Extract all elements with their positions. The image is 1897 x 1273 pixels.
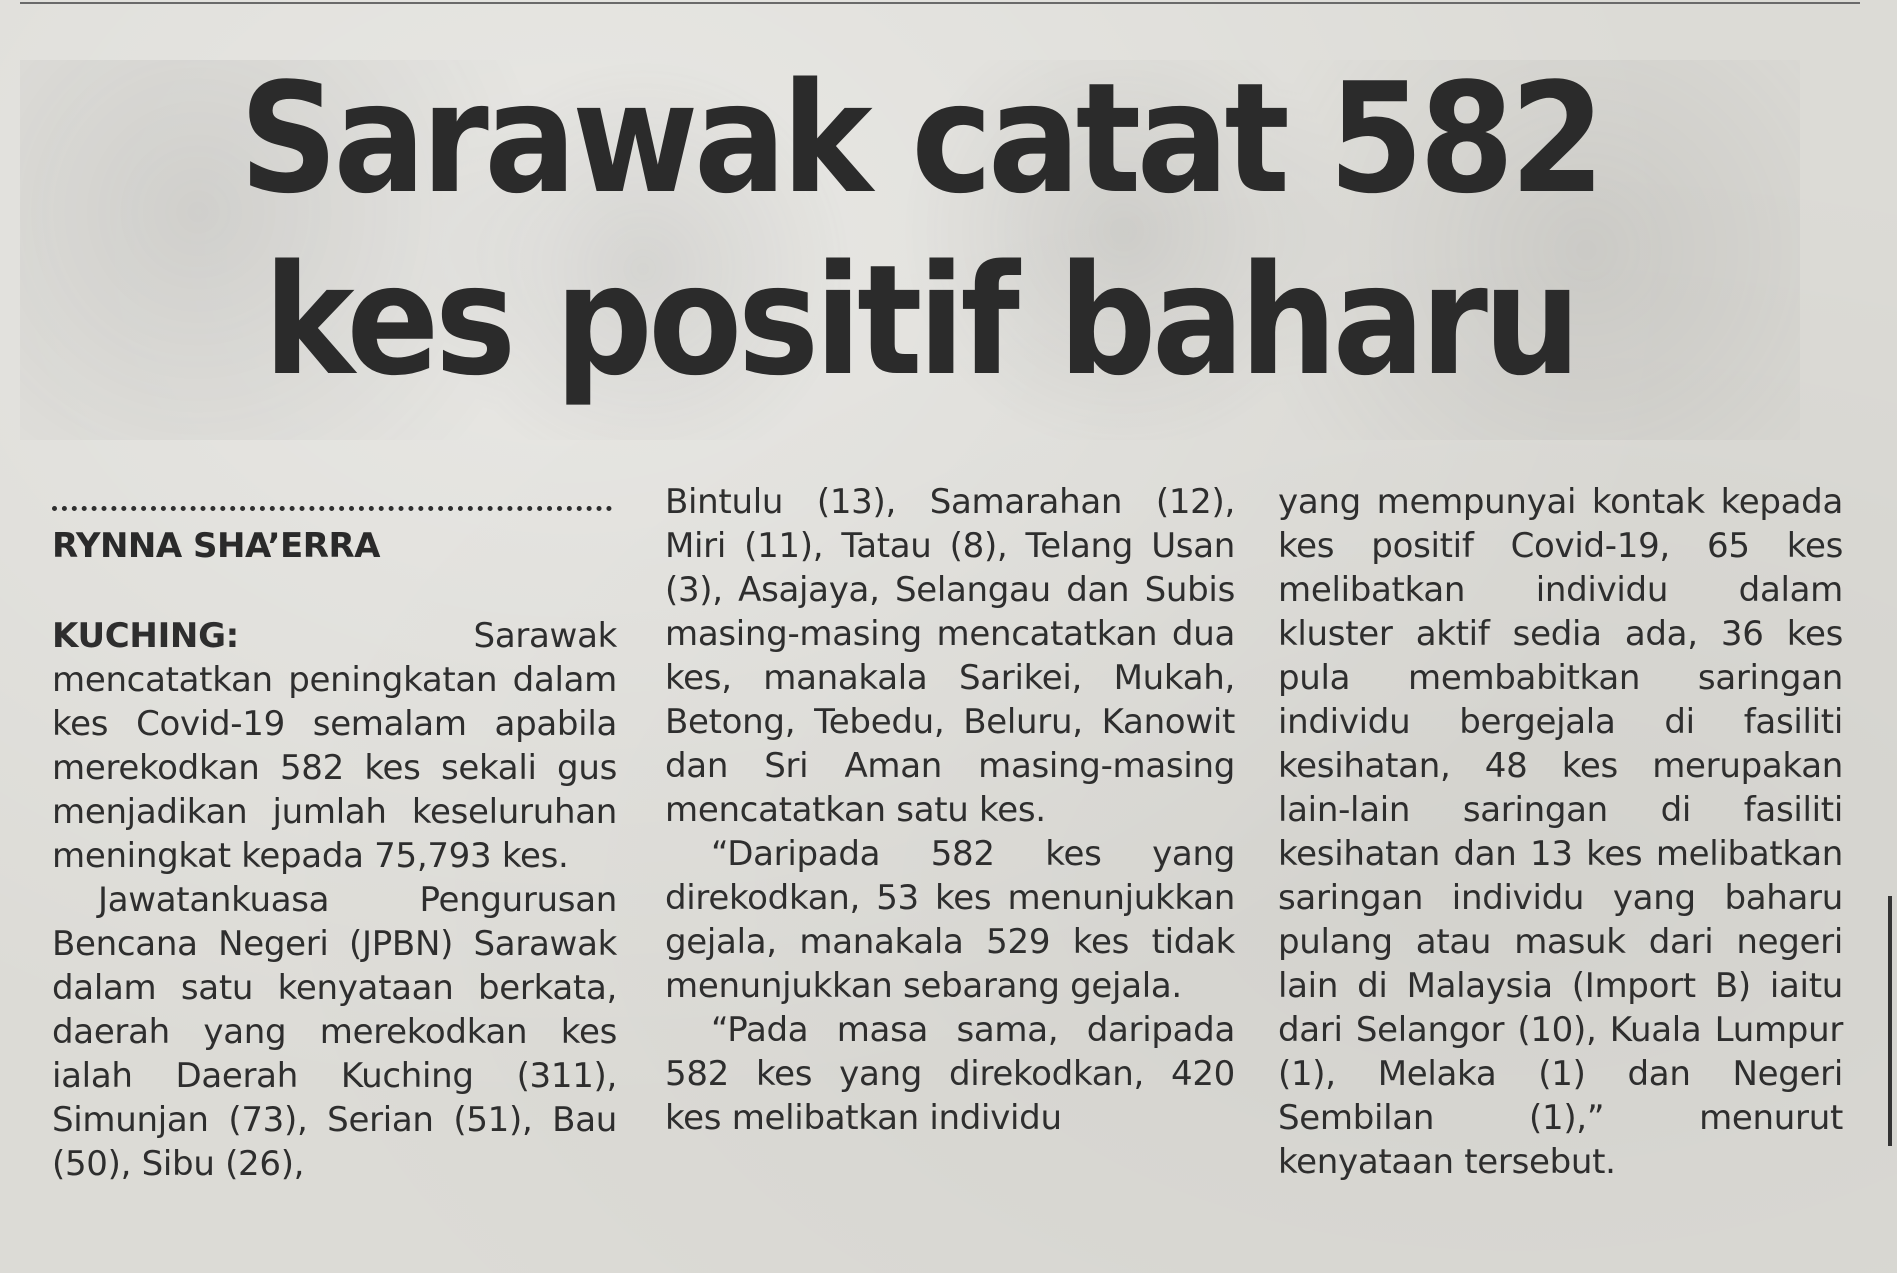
byline-divider — [52, 506, 612, 511]
quote-paragraph: “Pada masa sama, daripada 582 kes yang direkodkan, 420 kes melibatkan individu — [665, 1010, 1235, 1138]
lead-paragraph — [52, 614, 617, 878]
quote-paragraph: “Daripada 582 kes yang direkodkan, 53 kes menunjukkan gejala, manakala 529 kes tidak menunjukkan sebarang gejala. — [665, 834, 1235, 1006]
paragraph: Bintulu (13), Samarahan (12), Miri (11), Tatau (8), Telang Usan (3), Asajaya, Selangau dan Subis masing-masing mencatatkan dua kes, manakala Sarikei, Mukah, Betong, Tebedu, Beluru, Kanowit dan Sri Aman masing-masing mencatatkan satu kes. — [665, 482, 1235, 830]
article-column-3 — [1278, 480, 1843, 1184]
article-column-1 — [52, 614, 617, 1186]
article-column-2 — [665, 480, 1235, 1140]
headline: Sarawak catat 582 kes positif baharu — [239, 50, 1601, 409]
paragraph: yang mempunyai kontak kepada kes positif Covid-19, 65 kes melibatkan individu dalam kluster aktif sedia ada, 36 kes pula membabitkan saringan individu bergejala di fasiliti kesihatan, 48 kes merupakan lain-lain saringan di fasiliti kesihatan dan 13 kes melibatkan saringan individu yang baharu pulang atau masuk dari negeri lain di Malaysia (Import B) iaitu dari Selangor (10), Kuala Lumpur (1), Melaka (1) dan Negeri Sembilan (1),” menurut kenyataan tersebut. — [1278, 482, 1843, 1182]
top-rule — [20, 2, 1860, 4]
lead-text: Sarawak mencatatkan peningkatan dalam kes Covid-19 semalam apabila merekodkan 582 kes sekali gus menjadikan jumlah keseluruhan meningkat kepada 75,793 kes. — [52, 616, 617, 876]
paragraph: Jawatankuasa Pengurusan Bencana Negeri (JPBN) Sarawak dalam satu kenyataan berkata, daerah yang merekodkan kes ialah Daerah Kuching (311), Simunjan (73), Serian (51), Bau (50), Sibu (26), — [52, 880, 617, 1184]
byline: RYNNA SHA’ERRA — [52, 526, 380, 566]
adjacent-article-edge — [1888, 896, 1892, 1146]
dateline: KUCHING: — [52, 616, 239, 656]
